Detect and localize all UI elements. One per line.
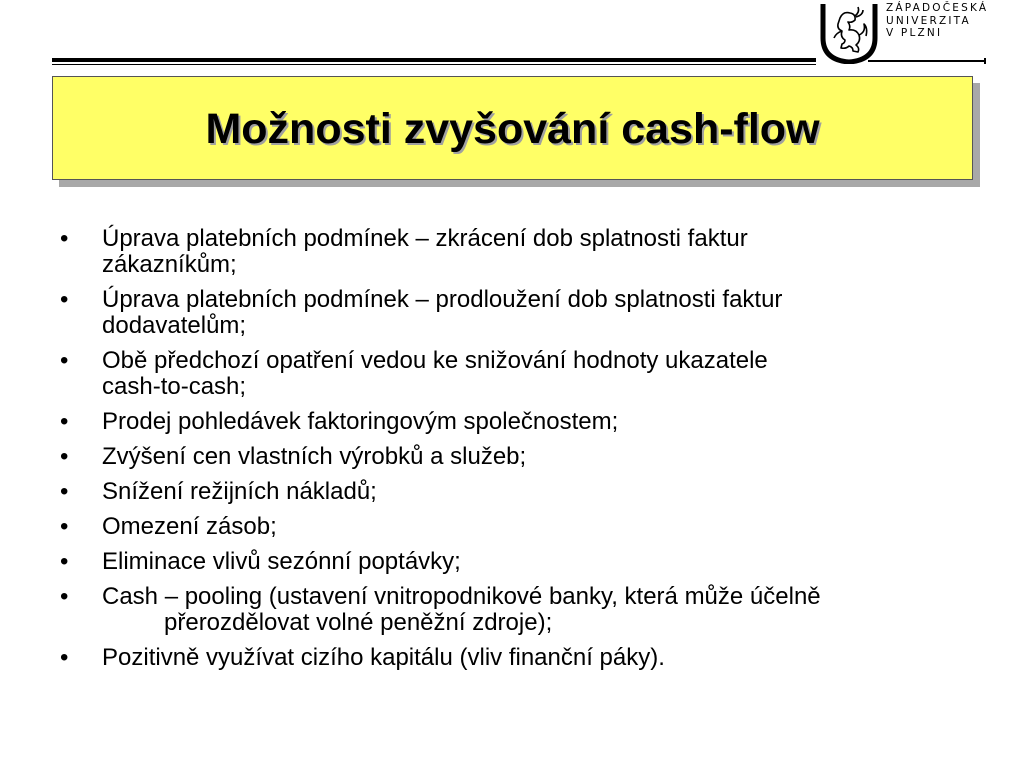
title-box	[52, 76, 973, 180]
header-rule-thick	[52, 58, 816, 62]
bullet-icon: •	[60, 347, 69, 374]
list-item-text: Zvýšení cen vlastních výrobků a služeb;	[102, 443, 527, 470]
list-item-text: Úprava platebních podmínek – zkrácení dob splatnosti faktur	[102, 225, 748, 252]
university-name-line: ZÁPADOČESKÁ	[886, 2, 989, 14]
university-name	[886, 2, 988, 40]
slide-title: Možnosti zvyšování cash-flow	[205, 105, 820, 153]
bullet-icon: •	[60, 644, 69, 671]
bullet-icon: •	[60, 583, 69, 610]
list-item-text-continued: cash-to-cash;	[102, 373, 247, 400]
bullet-icon: •	[60, 478, 69, 505]
bullet-icon: •	[60, 548, 69, 575]
list-item-text: Obě předchozí opatření vedou ke snižování hodnoty ukazatele	[102, 347, 768, 374]
list-item-text: Snížení režijních nákladů;	[102, 478, 377, 505]
bullet-icon: •	[60, 408, 69, 435]
list-item-text: Omezení zásob;	[102, 513, 277, 540]
bullet-icon: •	[60, 513, 69, 540]
list-item	[58, 514, 988, 540]
list-item	[58, 479, 988, 505]
list-item-text: Prodej pohledávek faktoringovým společnostem;	[102, 408, 619, 435]
list-item	[58, 645, 988, 671]
list-item-text: Eliminace vlivů sezónní poptávky;	[102, 548, 461, 575]
university-name-line: UNIVERZITA	[886, 14, 971, 27]
list-item-text-continued: přerozdělovat volné peněžní zdroje);	[164, 609, 553, 636]
list-item-text-continued: zákazníkům;	[102, 251, 237, 278]
list-item	[58, 549, 988, 575]
bullet-list	[58, 226, 988, 680]
bullet-icon: •	[60, 225, 69, 252]
university-name-line: V PLZNI	[886, 27, 943, 39]
list-item	[58, 348, 988, 400]
list-item	[58, 409, 988, 435]
header-rule-thin	[52, 64, 816, 65]
bullet-icon: •	[60, 443, 69, 470]
list-item-text-continued: dodavatelům;	[102, 312, 247, 339]
list-item-text: Úprava platebních podmínek – prodloužení dob splatnosti faktur	[102, 286, 783, 313]
list-item	[58, 226, 988, 278]
university-logo	[816, 0, 1024, 64]
list-item-text: Cash – pooling (ustavení vnitropodnikové banky, která může účelně	[102, 583, 821, 610]
list-item	[58, 584, 988, 636]
list-item-text: Pozitivně využívat cizího kapitálu (vliv finanční páky).	[102, 644, 665, 671]
list-item	[58, 444, 988, 470]
lion-crest-icon	[818, 2, 880, 64]
bullet-icon: •	[60, 286, 69, 313]
list-item	[58, 287, 988, 339]
